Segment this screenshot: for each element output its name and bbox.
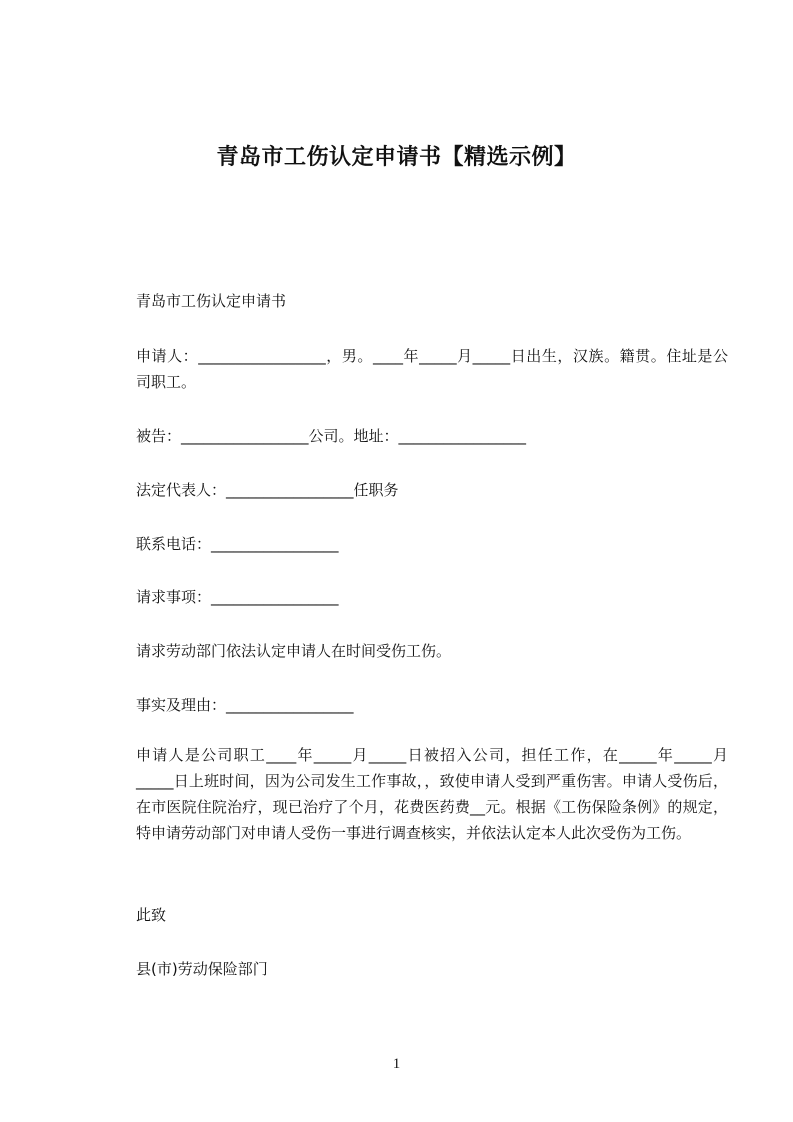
phone-paragraph: 联系电话：_________________ [136,535,339,553]
closing-paragraph: 此致 [136,906,167,924]
applicant-paragraph: 申请人：_________________，男。____年_____月_____日出生，汉族。籍贯。住址是公司职工。 [136,347,728,391]
facts-reasons-paragraph: 事实及理由：_________________ [136,696,354,714]
heading-paragraph: 青岛市工伤认定申请书 [136,292,287,310]
recipient-paragraph: 县(市)劳动保险部门 [136,960,268,978]
page-number: 1 [392,1056,401,1072]
legal-representative-paragraph: 法定代表人：_________________任职务 [136,481,399,499]
facts-body-paragraph: 申请人是公司职工____年_____月_____日被招入公司，担任工作，在_____年_____月_____日上班时间，因为公司发生工作事故，，致使申请人受到严重伤害。申请人受伤后，在市医院住院治疗，现已治疗了个月，花费医药费__元。根据《工伤保险条例》的规定，特申请劳动部门对申请人受伤一事进行调查核实，并依法认定本人此次受伤为工伤。 [136,746,728,842]
request-items-paragraph: 请求事项：_________________ [136,588,339,606]
respondent-paragraph: 被告：_________________公司。地址：_________________ [136,427,527,445]
request-content-paragraph: 请求劳动部门依法认定申请人在时间受伤工伤。 [136,642,452,660]
document-title: 青岛市工伤认定申请书【精选示例】 [216,145,577,170]
